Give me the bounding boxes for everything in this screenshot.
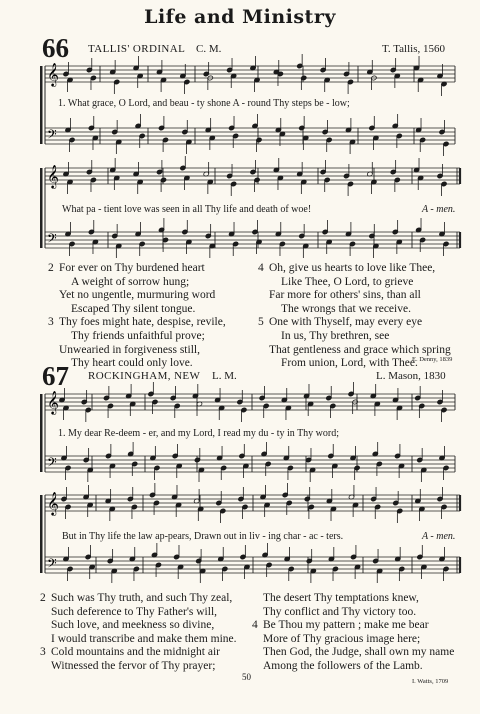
verse-line: That gentleness and grace which spring xyxy=(269,343,451,356)
verse-number: 4 xyxy=(258,262,264,274)
verse-line: Thy foes might hate, despise, revile, xyxy=(59,316,226,329)
verse-line: I would transcribe and make them mine. xyxy=(51,632,237,645)
bass-clef-icon: 𝄢 xyxy=(47,556,57,574)
verse-line: From union, Lord, with Thee. xyxy=(281,357,418,370)
verse-line: Like Thee, O Lord, to grieve xyxy=(281,275,414,288)
verses-right-67 xyxy=(252,592,472,682)
verse-line: For ever on Thy burdened heart xyxy=(59,262,205,274)
author-credit: I. Watts, 1709 xyxy=(412,678,449,685)
verse-line: Thy heart could only love. xyxy=(71,357,193,370)
verse-line: In us, Thy brethren, see xyxy=(281,330,390,342)
verse-line: Escaped Thy silent tongue. xyxy=(71,302,196,315)
verse-number: 2 xyxy=(40,592,46,604)
lyrics-line-1: 1. My dear Re-deem - er, and my Lord, I read my du - ty in Thy word; xyxy=(58,428,340,439)
verse-line: More of Thy gracious image here; xyxy=(263,632,421,645)
verse-line: Then God, the Judge, shall own my name xyxy=(263,646,455,659)
verse-line: Thy friends unfaithful prove; xyxy=(71,330,205,342)
verse-line: Be Thou my pattern ; make me bear xyxy=(263,619,429,632)
tune-name: TALLIS' ORDINAL xyxy=(88,43,186,55)
verse-line: Such love, and meekness so divine, xyxy=(51,619,215,632)
verse-line: Such was Thy truth, and such Thy zeal, xyxy=(51,592,233,604)
verse-number: 5 xyxy=(258,316,264,329)
verse-line: The desert Thy temptations knew, xyxy=(263,592,419,604)
verse-line: Unwearied in forgiveness still, xyxy=(59,343,200,356)
bass-staff xyxy=(45,456,455,472)
verse-line: Such deference to Thy Father's will, xyxy=(51,605,218,618)
meter: L. M. xyxy=(212,370,237,382)
hymn-number: 66 xyxy=(42,33,69,63)
page-number: 50 xyxy=(242,672,251,682)
verse-number: 2 xyxy=(48,262,54,274)
verse-line: Among the followers of the Lamb. xyxy=(263,660,423,672)
tune-name: ROCKINGHAM, NEW xyxy=(88,370,201,382)
verse-line: Cold mountains and the midnight air xyxy=(51,646,220,659)
treble-clef-icon: 𝄞 xyxy=(47,491,59,515)
treble-clef-icon: 𝄞 xyxy=(47,390,59,414)
treble-clef-icon: 𝄞 xyxy=(47,164,59,188)
author-credit: E. Denny, 1839 xyxy=(412,356,453,363)
lyrics-line-1: 1. What grace, O Lord, and beau - ty shone A - round Thy steps be - low; xyxy=(58,98,350,109)
verses-right-66 xyxy=(258,262,468,370)
lyrics-line-2: But in Thy life the law ap-pears, Drawn out in liv - ing char - ac - ters. xyxy=(62,531,344,542)
verse-line: Yet no ungentle, murmuring word xyxy=(59,289,216,302)
verses-left-66 xyxy=(48,262,248,370)
verse-line: One with Thyself, may every eye xyxy=(269,316,423,329)
bass-staff xyxy=(45,128,455,144)
bass-clef-icon: 𝄢 xyxy=(47,127,57,145)
verse-number: 3 xyxy=(40,646,46,659)
composer: T. Tallis, 1560 xyxy=(382,43,445,55)
verse-line: A weight of sorrow hung; xyxy=(71,275,190,288)
amen-text: A - men. xyxy=(422,204,456,215)
bass-clef-icon: 𝄢 xyxy=(47,231,57,249)
bass-staff xyxy=(45,232,460,248)
treble-clef-icon: 𝄞 xyxy=(47,62,59,86)
meter: C. M. xyxy=(196,43,222,55)
section-title: Life and Ministry xyxy=(144,6,336,28)
verse-number: 4 xyxy=(252,619,258,632)
verse-line: Witnessed the fervor of Thy prayer; xyxy=(51,660,216,672)
verse-line: Far more for others' sins, than all xyxy=(269,289,421,302)
verse-line: Oh, give us hearts to love like Thee, xyxy=(269,262,436,274)
hymn-number: 67 xyxy=(42,361,69,391)
verse-line: The wrongs that we receive. xyxy=(281,302,411,315)
bass-clef-icon: 𝄢 xyxy=(47,455,57,473)
verse-line: Thy conflict and Thy victory too. xyxy=(263,605,417,618)
amen-text: A - men. xyxy=(422,531,456,542)
verse-number: 3 xyxy=(48,316,54,329)
lyrics-line-2: What pa - tient love was seen in all Thy life and death of woe! xyxy=(62,204,312,215)
composer: L. Mason, 1830 xyxy=(376,370,446,382)
verses-left-67 xyxy=(40,592,250,682)
